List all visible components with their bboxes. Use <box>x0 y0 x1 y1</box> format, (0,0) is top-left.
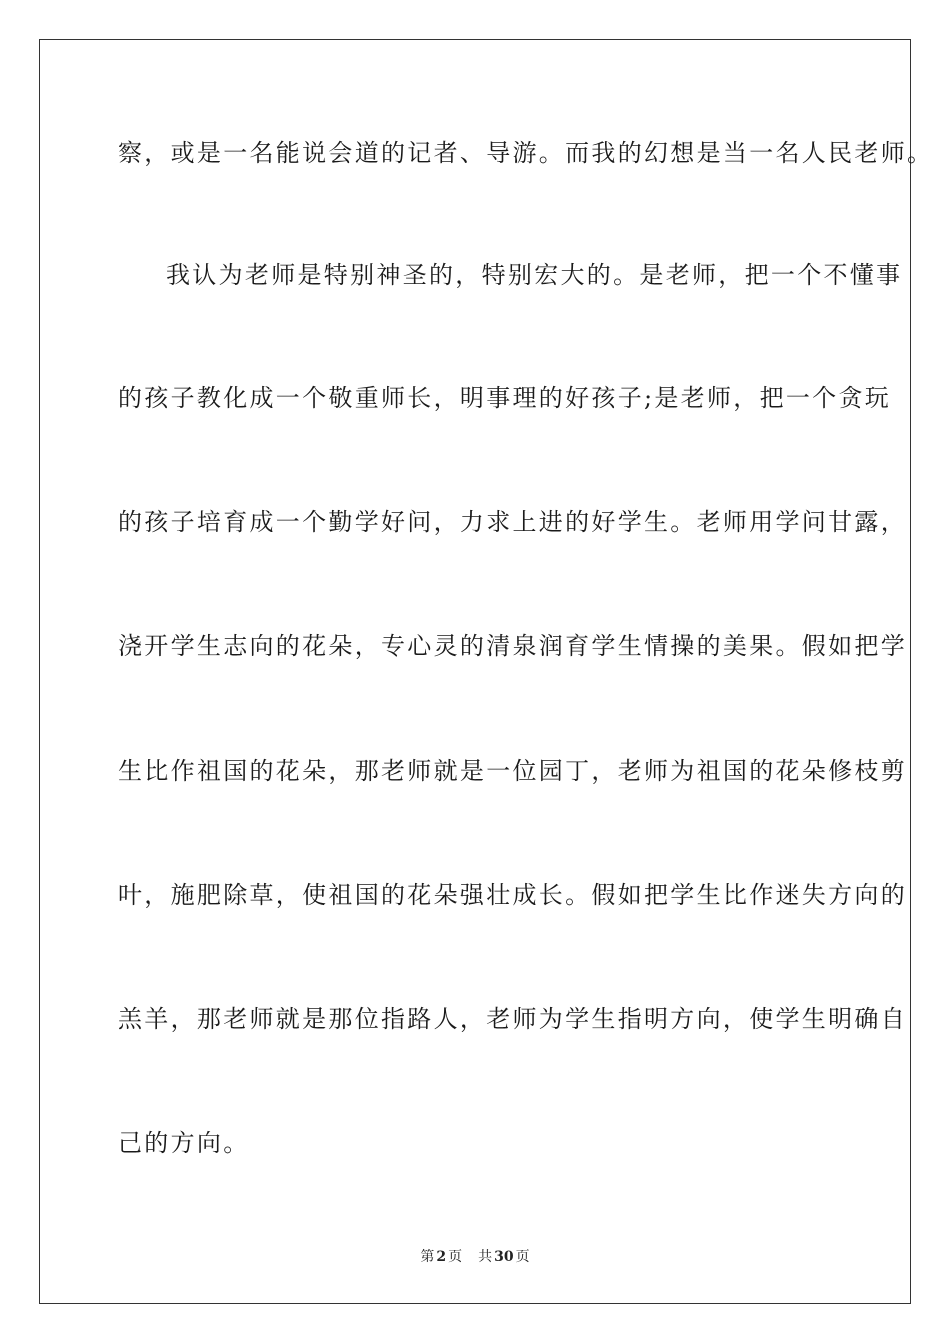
page-suffix: 页 <box>448 1249 463 1265</box>
paragraph-line-4: 的孩子培育成一个勤学好问，力求上进的好学生。老师用学问甘露， <box>118 508 907 536</box>
page-border <box>39 39 911 1304</box>
paragraph-line-2: 我认为老师是特别神圣的，特别宏大的。是老师，把一个不懂事 <box>166 261 903 289</box>
page-prefix: 第 <box>420 1249 435 1265</box>
total-suffix: 页 <box>515 1249 530 1265</box>
paragraph-line-6: 生比作祖国的花朵，那老师就是一位园丁，老师为祖国的花朵修枝剪 <box>118 757 907 785</box>
total-pages: 30 <box>494 1249 514 1265</box>
paragraph-line-9: 己的方向。 <box>118 1129 250 1157</box>
paragraph-line-7: 叶，施肥除草，使祖国的花朵强壮成长。假如把学生比作迷失方向的 <box>118 881 907 909</box>
page-number: 2 <box>436 1249 447 1265</box>
paragraph-line-5: 浇开学生志向的花朵，专心灵的清泉润育学生情操的美果。假如把学 <box>118 632 907 660</box>
paragraph-line-3: 的孩子教化成一个敬重师长，明事理的好孩子;是老师，把一个贪玩 <box>118 384 892 412</box>
total-prefix: 共 <box>478 1249 493 1265</box>
paragraph-line-8: 羔羊，那老师就是那位指路人，老师为学生指明方向，使学生明确自 <box>118 1005 907 1033</box>
page-footer <box>0 1248 950 1266</box>
paragraph-line-1: 察，或是一名能说会道的记者、导游。而我的幻想是当一名人民老师。 <box>118 139 934 167</box>
